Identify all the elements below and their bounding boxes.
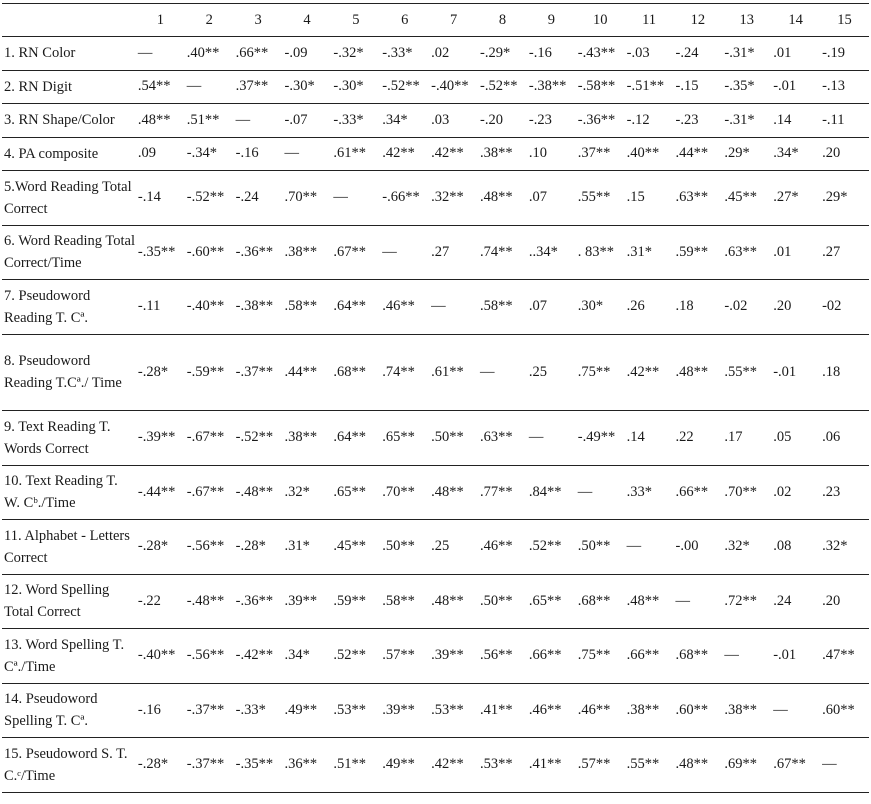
correlation-cell: -.24 <box>675 44 699 61</box>
correlation-cell: .77** <box>480 483 513 500</box>
row-label: 13. Word Spelling T. Cª./Time <box>4 636 125 675</box>
table-row <box>2 465 869 520</box>
correlation-cell: -.16 <box>528 44 552 61</box>
row-label: 3. RN Shape/Color <box>4 112 115 129</box>
correlation-cell: .58** <box>480 298 513 315</box>
correlation-cell: .56** <box>480 647 513 664</box>
row-label: 6. Word Reading Total Correct/Time <box>4 233 135 272</box>
correlation-cell: -.38** <box>528 78 567 95</box>
correlation-cell: -.56** <box>186 538 225 555</box>
correlation-cell: .63** <box>480 429 513 446</box>
correlation-cell: -.07 <box>284 111 308 128</box>
correlation-cell: -.39** <box>137 429 176 446</box>
correlation-cell: .07 <box>528 298 547 315</box>
correlation-cell: .30* <box>577 298 604 315</box>
correlation-cell: .70** <box>284 189 318 206</box>
correlation-cell: -.15 <box>675 78 699 95</box>
correlation-cell: .39** <box>284 592 318 609</box>
correlation-cell: .49** <box>284 701 318 718</box>
correlation-cell: .32* <box>724 538 750 555</box>
correlation-cell: -.52** <box>480 78 518 95</box>
correlation-cell: .14 <box>773 111 792 128</box>
row-label: 9. Text Reading T. Words Correct <box>4 418 111 457</box>
correlation-cell: — <box>577 483 593 500</box>
correlation-cell: .53** <box>333 701 367 718</box>
correlation-cell: .58** <box>284 298 318 315</box>
correlation-cell: .42** <box>431 756 464 773</box>
correlation-cell: -.22 <box>137 592 161 609</box>
column-header: 7 <box>449 11 458 28</box>
table-row <box>2 334 869 411</box>
correlation-cell: .38** <box>724 701 757 718</box>
correlation-cell: -.58** <box>577 78 616 95</box>
correlation-cell: — <box>382 243 397 260</box>
correlation-cell: -.52** <box>382 78 420 95</box>
correlation-cell: .18 <box>822 363 841 380</box>
correlation-cell: .51** <box>333 756 367 773</box>
correlation-cell: -.44** <box>137 483 176 500</box>
correlation-cell: -.19 <box>822 44 846 61</box>
correlation-cell: .68** <box>333 363 367 380</box>
table-row <box>2 104 869 138</box>
correlation-cell: .53** <box>480 756 513 773</box>
correlation-cell: — <box>235 111 251 128</box>
correlation-cell: .27* <box>773 189 799 206</box>
header-row <box>2 4 869 37</box>
correlation-cell: -.49** <box>577 429 616 446</box>
correlation-cell: .20 <box>773 298 792 315</box>
correlation-cell: -.36** <box>235 243 274 260</box>
correlation-cell: .48** <box>431 592 464 609</box>
row-label: 5.Word Reading Total Correct <box>4 178 132 217</box>
correlation-cell: .25 <box>431 538 450 555</box>
correlation-cell: .46** <box>577 701 611 718</box>
correlation-cell: .63** <box>675 189 709 206</box>
correlation-cell: .01 <box>773 44 792 61</box>
correlation-cell: -.14 <box>137 189 161 206</box>
table-row <box>2 225 869 280</box>
correlation-cell: -.28* <box>137 756 169 773</box>
correlation-cell: -.23 <box>528 111 552 128</box>
table-row <box>2 520 869 575</box>
correlation-cell: .63** <box>724 243 757 260</box>
correlation-cell: -.20 <box>480 111 503 128</box>
correlation-cell: -.35** <box>137 243 176 260</box>
correlation-cell: -.52** <box>186 189 225 206</box>
correlation-cell: .55** <box>724 363 757 380</box>
column-header: 1 <box>156 11 164 28</box>
row-label: 14. Pseudoword Spelling T. Cª. <box>4 691 98 730</box>
column-header: 9 <box>547 11 555 28</box>
correlation-cell: .15 <box>626 189 645 206</box>
correlation-cell: .09 <box>137 145 157 162</box>
correlation-cell: .29* <box>822 189 848 206</box>
correlation-cell: .67** <box>333 243 367 260</box>
table-row <box>2 137 869 171</box>
correlation-cell: .66** <box>626 647 660 664</box>
correlation-cell: -.24 <box>235 189 259 206</box>
correlation-cell: -.67** <box>186 483 225 500</box>
correlation-cell: .49** <box>382 756 415 773</box>
correlation-cell: -.31* <box>724 44 755 61</box>
correlation-cell: .75** <box>577 647 611 664</box>
correlation-cell: -.30* <box>333 78 364 95</box>
row-label: 12. Word Spelling Total Correct <box>4 582 110 621</box>
correlation-cell: .48** <box>480 189 513 206</box>
correlation-cell: -.34* <box>186 145 217 162</box>
column-header: 11 <box>642 11 657 28</box>
correlation-cell: .68** <box>675 647 709 664</box>
correlation-cell: -.03 <box>626 44 650 61</box>
correlation-cell: -.43** <box>577 44 616 61</box>
correlation-cell: .05 <box>773 429 792 446</box>
correlation-cell: .75** <box>577 363 611 380</box>
correlation-cell: .37** <box>235 78 269 95</box>
correlation-cell: .74** <box>480 243 513 260</box>
table-row <box>2 70 869 104</box>
correlation-cell: .60** <box>822 701 855 718</box>
correlation-cell: ..34* <box>528 243 558 260</box>
correlation-cell: .32* <box>822 538 848 555</box>
table-row <box>2 280 869 335</box>
correlation-cell: -.16 <box>137 701 161 718</box>
correlation-cell: .38** <box>626 701 660 718</box>
correlation-cell: .38** <box>284 429 318 446</box>
header-corner <box>2 4 136 37</box>
correlation-cell: .66** <box>235 44 269 61</box>
correlation-cell: -.32* <box>333 44 364 61</box>
correlation-cell: -.48** <box>186 592 225 609</box>
correlation-cell: .84** <box>528 483 562 500</box>
correlation-cell: .74** <box>382 363 415 380</box>
correlation-cell: .57** <box>577 756 611 773</box>
correlation-cell: — <box>773 701 788 718</box>
table-row <box>2 411 869 466</box>
correlation-cell: .32* <box>284 483 310 500</box>
correlation-cell: .70** <box>724 483 757 500</box>
correlation-cell: .44** <box>284 363 318 380</box>
correlation-cell: -.02 <box>724 298 748 315</box>
correlation-cell: .25 <box>528 363 547 380</box>
correlation-cell: .46** <box>382 298 415 315</box>
correlation-cell: .54** <box>137 78 171 95</box>
table-row <box>2 738 869 793</box>
correlation-cell: .47** <box>822 647 855 664</box>
column-header: 8 <box>498 11 507 28</box>
correlation-cell: .42** <box>431 145 464 162</box>
correlation-cell: .55** <box>577 189 611 206</box>
correlation-cell: .59** <box>333 592 367 609</box>
correlation-cell: -.37** <box>186 756 225 773</box>
correlation-cell: — <box>724 647 739 664</box>
correlation-cell: -.35* <box>724 78 755 95</box>
correlation-cell: .39** <box>431 647 464 664</box>
correlation-cell: .50** <box>480 592 513 609</box>
correlation-cell: .14 <box>626 429 645 446</box>
correlation-cell: — <box>431 298 446 315</box>
correlation-cell: .36** <box>284 756 318 773</box>
correlation-cell: .10 <box>528 145 547 162</box>
correlation-cell: .46** <box>528 701 562 718</box>
correlation-cell: .18 <box>675 298 694 315</box>
correlation-cell: .03 <box>431 111 450 128</box>
correlation-cell: .50** <box>382 538 415 555</box>
correlation-cell: .46** <box>480 538 513 555</box>
correlation-cell: .57** <box>382 647 415 664</box>
correlation-cell: — <box>528 429 544 446</box>
table-row <box>2 629 869 684</box>
correlation-cell: — <box>137 44 153 61</box>
correlation-cell: .59** <box>675 243 709 260</box>
column-header: 2 <box>205 11 213 28</box>
correlation-cell: .64** <box>333 298 367 315</box>
correlation-cell: — <box>675 592 690 609</box>
correlation-cell: -.01 <box>773 78 797 95</box>
correlation-cell: .66** <box>528 647 562 664</box>
correlation-cell: .48** <box>137 111 171 128</box>
correlation-cell: .32** <box>431 189 464 206</box>
correlation-cell: .27 <box>822 243 841 260</box>
row-label: 2. RN Digit <box>4 78 73 95</box>
column-header: 12 <box>690 11 706 28</box>
table-row <box>2 683 869 738</box>
row-label: 15. Pseudoword S. T. C.ᶜ/Time <box>4 745 128 784</box>
correlation-cell: -.01 <box>773 363 797 380</box>
correlation-cell: .44** <box>675 145 709 162</box>
correlation-cell: -.35** <box>235 756 274 773</box>
correlation-cell: .53** <box>431 701 464 718</box>
correlation-cell: .48** <box>431 483 464 500</box>
correlation-cell: -.48** <box>235 483 274 500</box>
correlation-cell: -.40** <box>186 298 225 315</box>
correlation-cell: .52** <box>528 538 562 555</box>
correlation-cell: .48** <box>675 756 709 773</box>
correlation-cell: -.38** <box>235 298 274 315</box>
correlation-cell: .22 <box>675 429 694 446</box>
correlation-cell: .69** <box>724 756 757 773</box>
table-row <box>2 37 869 71</box>
row-label: 8. Pseudoword Reading T.Cª./ Time <box>4 353 122 392</box>
correlation-cell: .67** <box>773 756 806 773</box>
correlation-cell: .68** <box>577 592 611 609</box>
correlation-cell: .31* <box>284 538 310 555</box>
correlation-cell: .38** <box>480 145 513 162</box>
correlation-cell: .42** <box>626 363 660 380</box>
correlation-cell: .40** <box>626 145 660 162</box>
correlation-cell: .02 <box>431 44 450 61</box>
table-row <box>2 171 869 226</box>
table-row <box>2 574 869 629</box>
correlation-cell: .58** <box>382 592 415 609</box>
correlation-cell: .55** <box>626 756 660 773</box>
correlation-cell: -.37** <box>235 363 274 380</box>
correlation-cell: .20 <box>822 592 841 609</box>
row-label: 7. Pseudoword Reading T. Cª. <box>4 287 91 326</box>
correlation-cell: .07 <box>528 189 547 206</box>
correlation-cell: -.13 <box>822 78 846 95</box>
correlation-cell: -.28* <box>137 363 169 380</box>
correlation-cell: .24 <box>773 592 792 609</box>
column-header: 6 <box>401 11 409 28</box>
correlation-cell: .34* <box>773 145 799 162</box>
correlation-cell: — <box>186 78 202 95</box>
correlation-cell: .06 <box>822 429 841 446</box>
correlation-cell: .52** <box>333 647 367 664</box>
row-label: 11. Alphabet - Letters Correct <box>4 527 130 566</box>
column-header: 10 <box>592 11 608 28</box>
column-header: 14 <box>788 11 803 28</box>
row-label: 1. RN Color <box>4 45 76 62</box>
correlation-cell: -.40** <box>431 78 469 95</box>
correlation-cell: -.28* <box>137 538 169 555</box>
correlation-cell: -.40** <box>137 647 176 664</box>
correlation-cell: .29* <box>724 145 750 162</box>
correlation-cell: -.52** <box>235 429 274 446</box>
correlation-cell: -02 <box>822 298 842 315</box>
column-header: 13 <box>739 11 755 28</box>
correlation-cell: -.42** <box>235 647 274 664</box>
correlation-cell: -.31* <box>724 111 755 128</box>
correlation-cell: -.36** <box>235 592 274 609</box>
correlation-cell: .31* <box>626 243 652 260</box>
correlation-cell: .65** <box>382 429 415 446</box>
correlation-cell: .34* <box>382 111 408 128</box>
correlation-cell: .23 <box>822 483 841 500</box>
correlation-cell: — <box>626 538 642 555</box>
row-label: 4. PA composite <box>4 145 99 162</box>
correlation-cell: — <box>333 189 348 206</box>
correlation-cell: .01 <box>773 243 792 260</box>
correlation-cell: -.01 <box>773 647 797 664</box>
correlation-cell: .51** <box>186 111 220 128</box>
correlation-cell: .33* <box>626 483 652 500</box>
correlation-cell: .41** <box>480 701 513 718</box>
table-body <box>2 37 869 793</box>
correlation-cell: .65** <box>528 592 562 609</box>
column-header: 5 <box>352 11 360 28</box>
correlation-cell: .61** <box>333 145 367 162</box>
correlation-cell: .64** <box>333 429 367 446</box>
correlation-cell: .20 <box>822 145 841 162</box>
correlation-cell: -.33* <box>382 44 413 61</box>
correlation-cell: .39** <box>382 701 415 718</box>
correlation-cell: -.29* <box>480 44 511 61</box>
correlation-cell: .40** <box>186 44 220 61</box>
correlation-cell: .34* <box>284 647 310 664</box>
correlation-cell: -.59** <box>186 363 225 380</box>
correlation-cell: .02 <box>773 483 792 500</box>
correlation-cell: -.28* <box>235 538 266 555</box>
correlation-cell: .42** <box>382 145 415 162</box>
correlation-cell: .17 <box>724 429 743 446</box>
correlation-cell: — <box>480 363 495 380</box>
row-label: 10. Text Reading T. W. Cᵇ./Time <box>4 473 118 512</box>
correlation-cell: -.00 <box>675 538 699 555</box>
correlation-cell: .70** <box>382 483 415 500</box>
correlation-cell: .66** <box>675 483 709 500</box>
correlation-cell: .26 <box>626 298 645 315</box>
correlation-cell: — <box>284 145 300 162</box>
correlation-cell: -.36** <box>577 111 616 128</box>
correlation-cell: .38** <box>284 243 318 260</box>
correlation-cell: .08 <box>773 538 792 555</box>
correlation-cell: .50** <box>577 538 611 555</box>
correlation-cell: .27 <box>431 243 450 260</box>
correlation-table <box>2 3 869 793</box>
correlation-cell: -.66** <box>382 189 420 206</box>
correlation-cell: -.30* <box>284 78 315 95</box>
column-header: 15 <box>837 11 852 28</box>
correlation-cell: -.37** <box>186 701 225 718</box>
correlation-cell: — <box>822 756 837 773</box>
column-header: 4 <box>303 11 311 28</box>
column-header: 3 <box>254 11 262 28</box>
correlation-cell: -.09 <box>284 44 308 61</box>
correlation-cell: .45** <box>724 189 757 206</box>
correlation-cell: -.51** <box>626 78 665 95</box>
correlation-cell: .60** <box>675 701 709 718</box>
correlation-cell: -.12 <box>626 111 650 128</box>
correlation-cell: .45** <box>333 538 367 555</box>
correlation-cell: .50** <box>431 429 464 446</box>
correlation-cell: .61** <box>431 363 464 380</box>
correlation-cell: . 83** <box>577 243 614 260</box>
correlation-cell: -.11 <box>822 111 845 128</box>
correlation-cell: -.23 <box>675 111 699 128</box>
correlation-cell: -.56** <box>186 647 225 664</box>
correlation-cell: .48** <box>675 363 709 380</box>
correlation-cell: -.16 <box>235 145 259 162</box>
correlation-cell: .37** <box>577 145 611 162</box>
correlation-cell: -.33* <box>235 701 266 718</box>
correlation-cell: -.60** <box>186 243 225 260</box>
correlation-cell: -.11 <box>137 298 161 315</box>
correlation-cell: .72** <box>724 592 757 609</box>
correlation-cell: -.33* <box>333 111 364 128</box>
correlation-cell: -.67** <box>186 429 225 446</box>
correlation-cell: .65** <box>333 483 367 500</box>
correlation-cell: .41** <box>528 756 562 773</box>
correlation-cell: .48** <box>626 592 660 609</box>
